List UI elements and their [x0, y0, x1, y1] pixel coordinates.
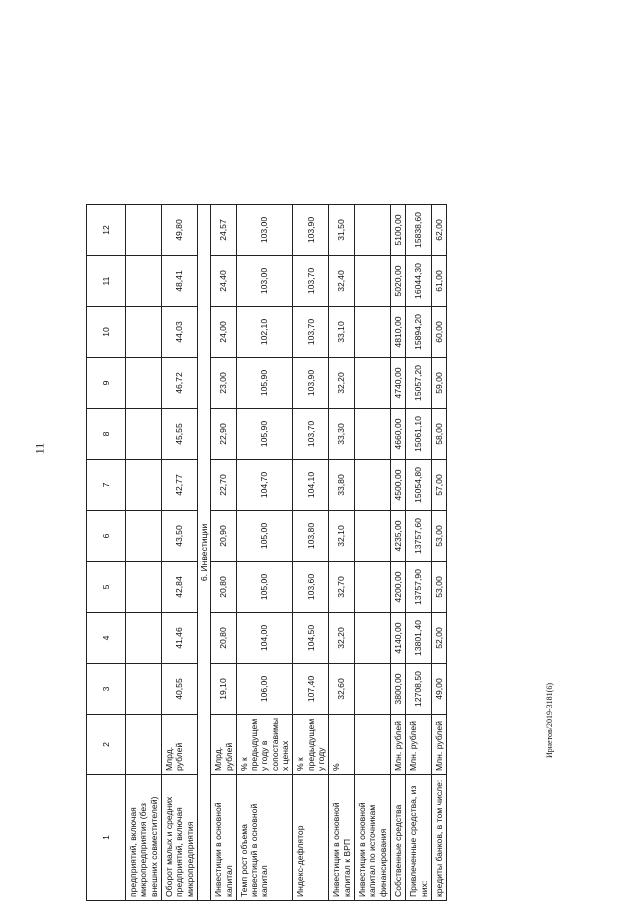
- value-cell: 60,00: [431, 307, 446, 358]
- value-cell: [126, 358, 162, 409]
- value-cell: 32,70: [329, 562, 355, 613]
- value-cell: [126, 664, 162, 715]
- row-unit: Млн. рублей: [431, 715, 446, 775]
- table-row: [236, 205, 293, 901]
- row-label: кредиты банков, в том числе:: [431, 775, 446, 901]
- row-unit: % к предыдущем у году: [293, 715, 329, 775]
- value-cell: 4140,00: [390, 613, 405, 664]
- value-cell: [354, 358, 390, 409]
- value-cell: 59,00: [431, 358, 446, 409]
- value-cell: 4810,00: [390, 307, 405, 358]
- value-cell: 44,03: [161, 307, 197, 358]
- value-cell: 15838,60: [406, 205, 432, 256]
- value-cell: [126, 409, 162, 460]
- table-row: [354, 205, 390, 901]
- value-cell: 104,10: [293, 460, 329, 511]
- value-cell: 102,10: [236, 307, 293, 358]
- value-cell: 19,10: [211, 664, 237, 715]
- value-cell: 33,10: [329, 307, 355, 358]
- value-cell: 23,00: [211, 358, 237, 409]
- header-cell: 10: [87, 307, 126, 358]
- value-cell: 48,41: [161, 256, 197, 307]
- value-cell: 106,00: [236, 664, 293, 715]
- row-unit: %: [329, 715, 355, 775]
- value-cell: 103,90: [293, 205, 329, 256]
- value-cell: 105,90: [236, 358, 293, 409]
- value-cell: 13757,90: [406, 562, 432, 613]
- row-unit: % к предыдущем у году в сопоставимы х ценах: [236, 715, 293, 775]
- value-cell: 33,30: [329, 409, 355, 460]
- value-cell: 15057,20: [406, 358, 432, 409]
- value-cell: 61,00: [431, 256, 446, 307]
- value-cell: 4235,00: [390, 511, 405, 562]
- value-cell: 20,80: [211, 613, 237, 664]
- value-cell: 103,70: [293, 256, 329, 307]
- value-cell: [354, 562, 390, 613]
- value-cell: 105,00: [236, 511, 293, 562]
- header-cell: 12: [87, 205, 126, 256]
- value-cell: 103,90: [293, 358, 329, 409]
- value-cell: [126, 205, 162, 256]
- value-cell: 53,00: [431, 562, 446, 613]
- row-unit: [126, 715, 162, 775]
- value-cell: 41,46: [161, 613, 197, 664]
- value-cell: 24,57: [211, 205, 237, 256]
- table-row: [431, 205, 446, 901]
- row-label: Инвестиции в основной капитал по источникам финансирования: [354, 775, 390, 901]
- header-row: [87, 205, 126, 901]
- value-cell: 45,55: [161, 409, 197, 460]
- value-cell: [354, 460, 390, 511]
- row-label: Индекс-дефлятор: [293, 775, 329, 901]
- value-cell: [126, 613, 162, 664]
- value-cell: 42,84: [161, 562, 197, 613]
- value-cell: 13801,40: [406, 613, 432, 664]
- table-row: [293, 205, 329, 901]
- row-unit: Млрд. рублей: [211, 715, 237, 775]
- row-unit: Млрд. рублей: [161, 715, 197, 775]
- value-cell: 15061,10: [406, 409, 432, 460]
- row-label: Собственные средства: [390, 775, 405, 901]
- value-cell: 32,20: [329, 613, 355, 664]
- header-cell: 2: [87, 715, 126, 775]
- value-cell: 15894,20: [406, 307, 432, 358]
- header-cell: 3: [87, 664, 126, 715]
- value-cell: 103,00: [236, 256, 293, 307]
- value-cell: [354, 205, 390, 256]
- value-cell: [354, 511, 390, 562]
- value-cell: 49,80: [161, 205, 197, 256]
- value-cell: 105,00: [236, 562, 293, 613]
- value-cell: 103,80: [293, 511, 329, 562]
- table-row: [329, 205, 355, 901]
- header-cell: 1: [87, 775, 126, 901]
- table-row: [406, 205, 432, 901]
- value-cell: 20,90: [211, 511, 237, 562]
- value-cell: 5100,00: [390, 205, 405, 256]
- header-cell: 8: [87, 409, 126, 460]
- value-cell: 12708,50: [406, 664, 432, 715]
- value-cell: 103,00: [236, 205, 293, 256]
- value-cell: 105,90: [236, 409, 293, 460]
- value-cell: 62,00: [431, 205, 446, 256]
- value-cell: 43,50: [161, 511, 197, 562]
- section-title: 6. Инвестиции: [197, 205, 210, 901]
- value-cell: 104,50: [293, 613, 329, 664]
- value-cell: 104,00: [236, 613, 293, 664]
- value-cell: 5020,00: [390, 256, 405, 307]
- value-cell: 40,55: [161, 664, 197, 715]
- table-row: [211, 205, 237, 901]
- row-label: Инвестиции в основной капитал: [211, 775, 237, 901]
- value-cell: 107,40: [293, 664, 329, 715]
- value-cell: 42,77: [161, 460, 197, 511]
- header-cell: 11: [87, 256, 126, 307]
- value-cell: 4740,00: [390, 358, 405, 409]
- row-label: Оборот малых и средних предприятий, включая микропредприятия: [161, 775, 197, 901]
- row-unit: Млн. рублей: [406, 715, 432, 775]
- row-label: предприятий, включая микропредприятия (без внешних совместителей): [126, 775, 162, 901]
- value-cell: 4200,00: [390, 562, 405, 613]
- table-row: [390, 205, 405, 901]
- value-cell: 4660,00: [390, 409, 405, 460]
- header-cell: 7: [87, 460, 126, 511]
- value-cell: 32,20: [329, 358, 355, 409]
- value-cell: [354, 613, 390, 664]
- row-unit: [354, 715, 390, 775]
- value-cell: 49,00: [431, 664, 446, 715]
- investment-table: [86, 204, 447, 901]
- value-cell: [126, 256, 162, 307]
- table-row: [126, 205, 162, 901]
- value-cell: 16044,30: [406, 256, 432, 307]
- value-cell: [354, 307, 390, 358]
- page-number: 11: [32, 442, 47, 455]
- value-cell: [354, 409, 390, 460]
- value-cell: 3800,00: [390, 664, 405, 715]
- value-cell: 15054,80: [406, 460, 432, 511]
- value-cell: 4500,00: [390, 460, 405, 511]
- value-cell: 103,60: [293, 562, 329, 613]
- value-cell: [126, 460, 162, 511]
- value-cell: [126, 307, 162, 358]
- value-cell: 58,00: [431, 409, 446, 460]
- value-cell: 31,50: [329, 205, 355, 256]
- row-unit: Млн. рублей: [390, 715, 405, 775]
- value-cell: [126, 511, 162, 562]
- value-cell: 20,80: [211, 562, 237, 613]
- value-cell: 22,90: [211, 409, 237, 460]
- value-cell: 103,70: [293, 409, 329, 460]
- value-cell: 32,10: [329, 511, 355, 562]
- value-cell: 24,40: [211, 256, 237, 307]
- row-label: Темп рост объема инвестиций в основной капитал: [236, 775, 293, 901]
- value-cell: 33,80: [329, 460, 355, 511]
- section-row: [197, 205, 210, 901]
- header-cell: 6: [87, 511, 126, 562]
- row-label: Инвестиции в основной капитал к ВРП: [329, 775, 355, 901]
- header-cell: 9: [87, 358, 126, 409]
- row-label: Привлеченные средства, из них:: [406, 775, 432, 901]
- value-cell: 32,60: [329, 664, 355, 715]
- value-cell: 22,70: [211, 460, 237, 511]
- value-cell: 52,00: [431, 613, 446, 664]
- value-cell: 46,72: [161, 358, 197, 409]
- value-cell: 13757,60: [406, 511, 432, 562]
- header-cell: 4: [87, 613, 126, 664]
- value-cell: 57,00: [431, 460, 446, 511]
- header-cell: 5: [87, 562, 126, 613]
- table-row: [161, 205, 197, 901]
- value-cell: 32,40: [329, 256, 355, 307]
- value-cell: 103,70: [293, 307, 329, 358]
- document-code: Ирнетов/2019-3181(6): [545, 683, 554, 758]
- value-cell: 24,00: [211, 307, 237, 358]
- value-cell: [354, 664, 390, 715]
- value-cell: [354, 256, 390, 307]
- value-cell: 53,00: [431, 511, 446, 562]
- value-cell: [126, 562, 162, 613]
- value-cell: 104,70: [236, 460, 293, 511]
